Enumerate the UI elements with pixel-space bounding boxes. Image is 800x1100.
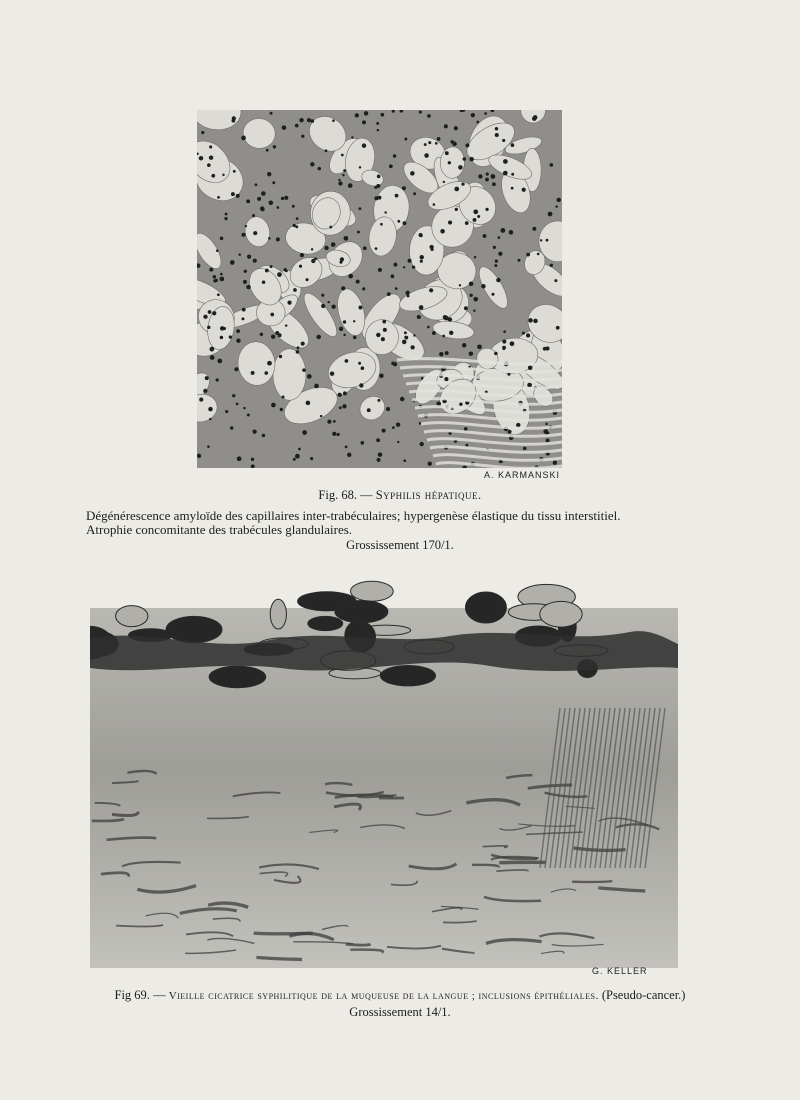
caption-dash: —: [149, 988, 169, 1002]
figure-68-label: Fig. 68.: [318, 488, 357, 502]
tongue-tissue-illustration: [90, 568, 678, 968]
figure-69-title-suffix: (Pseudo-cancer.): [601, 988, 686, 1002]
figure-68-caption: [80, 488, 720, 503]
figure-69-title: Vieille cicatrice syphilitique de la muqueuse de la langue ; inclusions épithéliales.: [168, 990, 599, 1002]
figure-69-magnification: Grossissement 14/1.: [349, 1005, 451, 1019]
figure-68-micrograph: [197, 110, 562, 468]
figure-69-signature: G. KELLER: [592, 966, 648, 976]
figure-68-description-line1: Dégénérescence amyloïde des capillaires inter-trabéculaires; hypergenèse élastique du tissu interstitiel.: [86, 508, 621, 523]
figure-68-magnification: Grossissement 170/1.: [346, 538, 454, 552]
figure-68-title: Syphilis hépatique.: [375, 488, 482, 502]
liver-tissue-illustration: [197, 110, 562, 468]
figure-68-description-line2: Atrophie concomitante des trabécules glandulaires.: [86, 522, 353, 537]
caption-dash: —: [356, 488, 376, 502]
figure-69-caption: [60, 988, 740, 1004]
figure-68-signature: A. KARMANSKI: [484, 470, 561, 480]
figure-69-micrograph: [90, 568, 678, 968]
figure-69-label: Fig 69.: [114, 988, 150, 1002]
